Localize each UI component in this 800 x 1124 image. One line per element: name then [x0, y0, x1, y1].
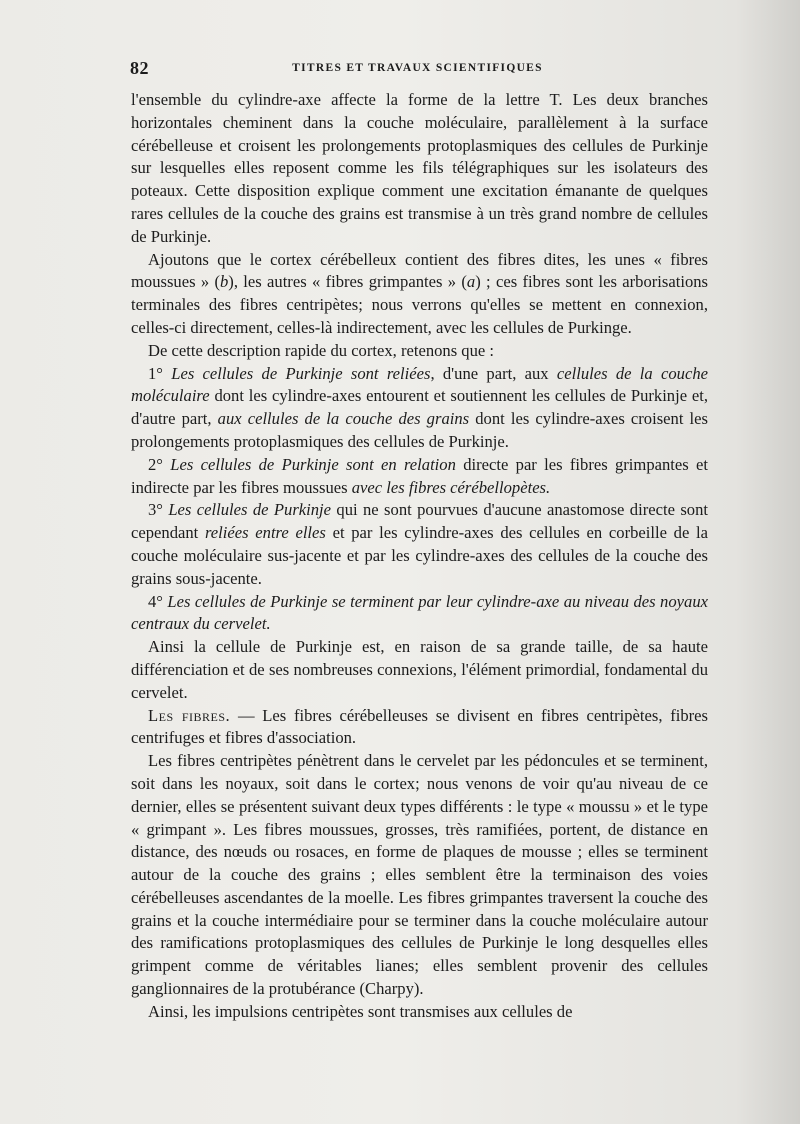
text-segment: ) ; ces fibres sont les arborisations terminales des fibres centripètes; nous verrons qu'elles se mettent en connexion, celles-ci directement, celles-là indirectement, avec les cellules de Purkinge. [131, 272, 709, 337]
text-segment: dont les cylindre-axes croisent les prolongements protoplasmiques des cellules de Purkinje. [131, 409, 708, 451]
text-segment: ), les autres « fibres grimpantes » ( [228, 272, 467, 292]
text-segment: l'ensemble du cylindre-axe affecte la forme de la lettre T. Les deux branches horizontales cheminent dans la couche moléculaire, parallèlement à la surface cérébelleuse et croisent les prolongements protoplasmiques des cellules de Purkinje sur lesquelles elles reposent comme les fils télégraphiques sur les isolateurs des poteaux. Cette disposition explique comment une excitation émanante de quelques rares cellules de la couche des grains est transmise à un très grand nombre de cellules de Purkinje. [131, 90, 708, 246]
italic-text: Les cellules de Purkinje sont reliées [171, 363, 431, 383]
paragraph [131, 363, 708, 454]
italic-text: Les cellules de Purkinje sont en relation [170, 454, 456, 474]
text-segment: 4° [148, 591, 168, 611]
paragraph [131, 89, 708, 249]
italic-text: cellules de la couche moléculaire [131, 363, 708, 406]
text-segment: Ainsi la cellule de Purkinje est, en raison de sa grande taille, de sa haute différenciation et de ses nombreuses connexions, l'élément primordial, fondamental du cervelet. [131, 637, 708, 702]
text-segment: qui ne sont pourvues d'aucune anastomose directe sont cependant [131, 500, 708, 543]
italic-text: Les cellules de Purkinje se terminent par leur cylindre-axe au niveau des noyaux centraux du cervelet. [131, 591, 708, 634]
paragraph [131, 340, 708, 363]
page-number: 82 [130, 58, 149, 78]
paragraph [131, 705, 708, 751]
paragraph [131, 1001, 708, 1024]
text-segment: 1° [148, 363, 172, 383]
page-header [127, 56, 708, 80]
italic-text: aux cellules de la couche des grains [217, 409, 470, 429]
italic-text: avec les fibres cérébellopètes. [351, 477, 551, 497]
italic-text: a [466, 272, 476, 292]
italic-text: Les cellules de Purkinje [168, 500, 332, 520]
text-segment: Ainsi, les impulsions centripètes sont transmises aux cellules de [148, 1001, 573, 1021]
text-segment: Ajoutons que le cortex cérébelleux contient des fibres dites, les unes « fibres moussues » ( [131, 249, 708, 292]
paragraph [131, 750, 708, 1001]
paragraph [131, 454, 708, 500]
paragraph [131, 636, 708, 704]
text-segment: , d'une part, aux [430, 363, 557, 383]
text-segment: De cette description rapide du cortex, retenons que : [148, 340, 495, 360]
smallcaps-text: Les fibres. [148, 705, 231, 725]
italic-text: b [220, 272, 229, 292]
italic-text: reliées entre elles [204, 523, 326, 543]
paragraph [131, 249, 708, 340]
text-segment: et par les cylindre-axes des cellules en corbeille de la couche moléculaire sus-jacente et par les cylindre-axes des cellules de la couche des grains sous-jacente. [131, 523, 708, 588]
text-segment: 2° [148, 454, 171, 474]
text-segment: — Les fibres cérébelleuses se divisent en fibres centripètes, fibres centrifuges et fibres d'association. [131, 705, 709, 748]
body-text [131, 89, 708, 1024]
running-title: TITRES ET TRAVAUX SCIENTIFIQUES [292, 62, 543, 74]
text-segment: 3° [148, 500, 169, 520]
text-segment: directe par les fibres grimpantes et indirecte par les fibres moussues [131, 454, 708, 497]
text-segment: dont les cylindre-axes entourent et soutiennent les cellules de Purkinje et, d'autre part, [131, 386, 708, 429]
paragraph [131, 499, 708, 590]
text-segment: Les fibres centripètes pénètrent dans le cervelet par les pédoncules et se terminent, soit dans les noyaux, soit dans le cortex; nous venons de voir qu'au niveau de ce dernier, elles se présentent suivant deux types différents : le type « moussu » et le type « grimpant ». Les fibres moussues, grosses, très ramifiées, portent, de distance en distance, des nœuds ou rosaces, en forme de plaques de mousse ; elles se terminent autour de la couche des grains ; elles semblent être la terminaison des voies cérébelleuses ascendantes de la moelle. Les fibres grimpantes traversent la couche des grains et la couche intermédiaire pour se terminer dans la couche moléculaire autour des ramifications protoplasmiques des cellules de Purkinje le long desquelles elles grimpent comme de véritables lianes; elles semblent provenir des cellules ganglionnaires de la protubérance (Charpy). [131, 751, 708, 999]
paragraph [131, 591, 708, 637]
